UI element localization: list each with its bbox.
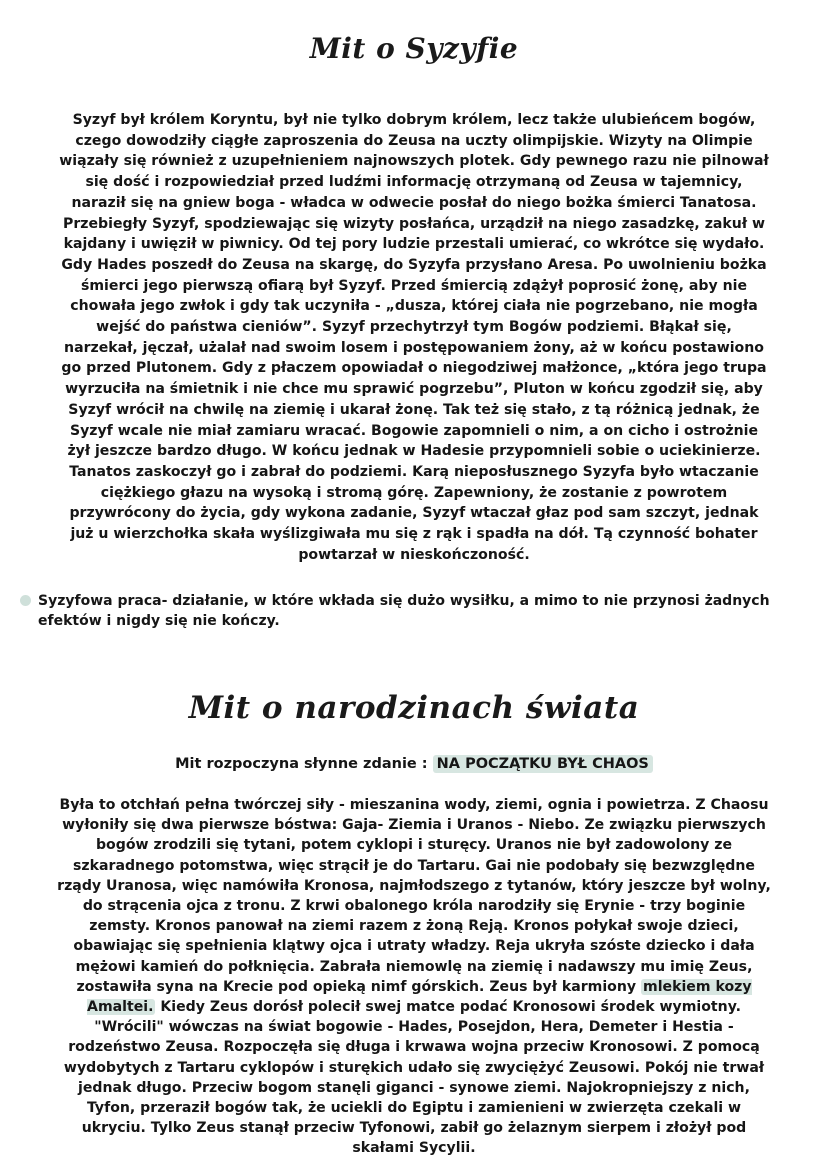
creation-paragraph-highlight: mlekiem kozy Amaltei. xyxy=(87,978,752,1016)
creation-paragraph xyxy=(56,795,772,1159)
bullet-dot-icon xyxy=(20,595,31,606)
creation-intro xyxy=(0,756,828,772)
creation-paragraph-part2: Kiedy Zeus dorósł polecił swej matce podać Kronosowi środek wymiotny. "Wrócili" wówczas na świat bogowie - Hades, Posejdon, Hera, Demeter i Hestia - rodzeństwo Zeusa. Rozpoczęła się długa i krwawa wojna przeciw Kronosowi. Z pomocą wydobytych z Tartaru cyklopów i sturękich udało się zwyciężyć Zeusowi. Pokój nie trwał jednak długo. Przeciw bogom stanęli giganci - synowe ziemi. Najokropniejszy z nich, Tyfon, przeraził bogów tak, że uciekli do Egiptu i zamienieni w zwierzęta czekali w ukryciu. Tylko Zeus stanął przeciw Tyfonowi, zabił go żelaznym sierpem i złożył pod skałami Sycylii. xyxy=(63,999,765,1157)
syzyf-paragraph: Syzyf był królem Koryntu, był nie tylko dobrym królem, lecz także ulubieńcem bogów, czego dowodziły ciągłe zaproszenia do Zeusa na uczty olimpijskie. Wizyty na Olimpie wiązały się również z uzupełnieniem najnowszych plotek. Gdy pewnego razu nie pilnował się dość i rozpowiedział przed ludźmi informację otrzymaną od Zeusa w tajemnicy, naraził się na gniew boga - władca w odwecie posłał do niego bożka śmierci Tanatosa. Przebiegły Syzyf, spodziewając się wizyty posłańca, urządził na niego zasadzkę, zakuł w kajdany i uwięził w piwnicy. Od tej pory ludzie przestali umierać, co wkrótce się wydało. Gdy Hades poszedł do Zeusa na skargę, do Syzyfa przysłano Aresa. Po uwolnieniu bożka śmierci jego pierwszą ofiarą był Syzyf. Przed śmiercią zdążył poprosić żonę, aby nie chowała jego zwłok i gdy tak uczyniła - „dusza, której ciała nie pogrzebano, nie mogła wejść do państwa cieniów”. Syzyf przechytrzył tym Bogów podziemi. Błąkał się, narzekał, jęczał, użalał nad swoim losem i postępowaniem żony, aż w końcu postawiono go przed Plutonem. Gdy z płaczem opowiadał o niegodziwej małżonce, „która jego trupa wyrzuciła na śmietnik i nie chce mu sprawić pogrzebu”, Pluton w końcu zgodził się, aby Syzyf wrócił na chwilę na ziemię i ukarał żonę. Tak też się stało, z tą różnicą jednak, że Syzyf wcale nie miał zamiaru wracać. Bogowie zapomnieli o nim, a on cicho i ostrożnie żył jeszcze bardzo długo. W końcu jednak w Hadesie przypomnieli sobie o uciekinierze. Tanatos zaskoczył go i zabrał do podziemi. Karą nieposłusznego Syzyfa było wtaczanie ciężkiego głazu na wysoką i stromą górę. Zapewniony, że zostanie z powrotem przywrócony do życia, gdy wykona zadanie, Syzyf wtaczał głaz pod sam szczyt, jednak już u wierzchołka skała wyślizgiwała mu się z rąk i spadła na dół. Tą czynność bohater powtarzał w nieskończoność. xyxy=(59,112,769,563)
creation-paragraph-part1: Była to otchłań pełna twórczej siły - mieszanina wody, ziemi, ognia i powietrza. Z Chaosu wyłoniły się dwa pierwsze bóstwa: Gaja- Ziemia i Uranos - Niebo. Ze związku pierwszych bogów zrodzili się tytani, potem cyklopi i sturęcy. Uranos nie był zadowolony ze szkaradnego potomstwa, więc strącił je do Tartaru. Gai nie podobały się bezwzględne rządy Uranosa, więc namówiła Kronosa, najmłodszego z tytanów, który jeszcze był wolny, do strącenia ojca z tronu. Z krwi obalonego króla narodziły się Erynie - trzy boginie zemsty. Kronos panował na ziemi razem z żoną Reją. Kronos połykał swoje dzieci, obawiając się spełnienia klątwy ojca i utraty władzy. Reja ukryła szóste dziecko i dała mężowi kamień do połknięcia. Zabrała niemowlę na ziemię i nadawszy mu imię Zeus, zostawiła syna na Krecie pod opieką nimf górskich. Zeus był karmiony xyxy=(57,797,771,995)
section-title-syzyf-text: Mit o Syzyfie xyxy=(309,32,519,65)
section-title-creation xyxy=(189,690,640,726)
definition-text: Syzyfowa praca- działanie, w które wkłada się dużo wysiłku, a mimo to nie przynosi żadnych efektów i nigdy się nie kończy. xyxy=(38,593,770,629)
intro-highlight: NA POCZĄTKU BYŁ CHAOS xyxy=(433,755,653,773)
title-row-syzyf xyxy=(0,32,828,65)
intro-text: Mit rozpoczyna słynne zdanie : xyxy=(175,756,428,772)
section-title-syzyf xyxy=(310,32,518,65)
section-title-creation-text: Mit o narodzinach świata xyxy=(188,690,640,726)
title-row-creation xyxy=(0,690,828,726)
